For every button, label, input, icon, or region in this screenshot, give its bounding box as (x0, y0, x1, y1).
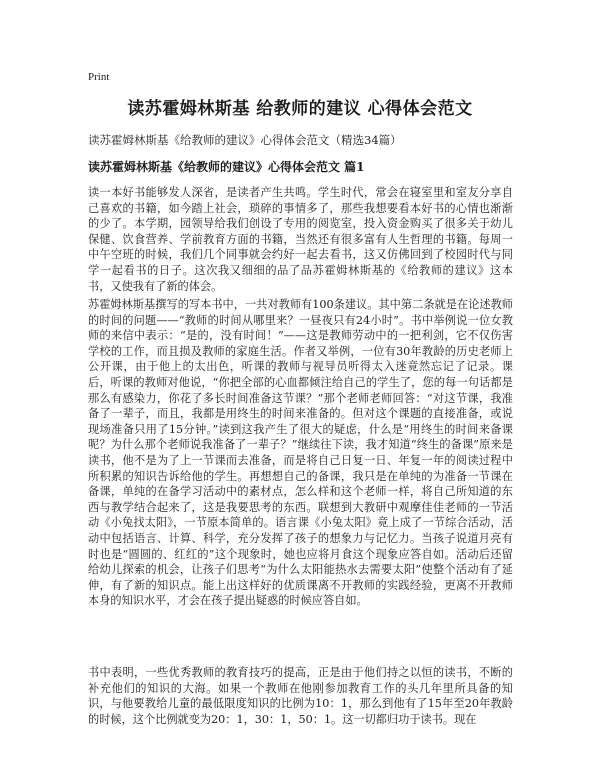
page-title: 读苏霍姆林斯基 给教师的建议 心得体会范文 (127, 99, 473, 119)
document-subtitle: 读苏霍姆林斯基《给教师的建议》心得体会范文（精选34篇） (88, 133, 402, 147)
print-label[interactable]: Print (88, 71, 110, 83)
section-heading: 读苏霍姆林斯基《给教师的建议》心得体会范文 篇1 (88, 160, 365, 174)
body-paragraph: 书中表明，一些优秀教师的教育技巧的提高，正是由于他们持之以恒的读书，不断的补充他们的知识的大海。如果一个教师在他刚参加教育工作的头几年里所具备的知识，与他要教给儿童的最低限度知识的比例为10：1，那么到他有了15年至20年教龄的时候，这个比例就变为20：1，30：1，50：1。这一切都归功于读书。现在 (88, 666, 513, 726)
body-paragraph: 苏霍姆林斯基撰写的写本书中，一共对教师有100条建议。其中第二条就是在论述教师的时间的问题——“教师的时间从哪里来？一昼夜只有24小时”。书中举例说一位女教师的来信中表示：“是的，没有时间！”——这是教师劳动中的一把利剑，它不仅伤害学校的工作，而且损及教师的家庭生活。作者又举例，一位有30年教龄的历史老师上公开课，由于他上的太出色，听课的教师与视导员听得太入迷竟然忘记了记录。课后，听课的教师对他说，“你把全部的心血都倾注给自己的学生了，您的每一句话都是那么有感染力，你花了多长时间准备这节课？”那个老师老师回答：“对这节课，我准备了一辈子，而且，我都是用终生的时间来准备的。但对这个课题的直接准备，或说现场准备只用了15分钟。”读到这我产生了很大的疑虑，什么是“用终生的时间来备课呢？为什么那个老师说我准备了一辈子？”继续往下读，我才知道“终生的备课”原来是读书，他不是为了上一节课而去准备，而是将自己日复一日、年复一年的阅读过程中所积累的知识告诉给他的学生。再想想自己的备课，我只是在单纯的为准备一节课在备课，单纯的在备学习活动中的素材点，怎么样和这个老师一样，将自己所知道的东西与教学结合起来了，这是我要思考的东西。联想到大教研中观摩佳佳老师的一节活动《小兔找太阳》，一节原本简单的。语言课《小兔太阳》竟上成了一节综合活动，活动中包括语言、计算、科学，充分发挥了孩子的想象力与记忆力。当孩子说道月亮有时也是“圆圆的、红红的”这个现象时，她也应将月食这个现象应答自如。活动后还留给幼儿探索的机会，让孩子们思考“为什么太阳能热水去需要太阳”使整个活动有了延伸，有了新的知识点。能上出这样好的优质课离不开教师的实践经验，更离不开教师本身的知识水平，才会在孩子提出疑惑的时候应答自如。 (88, 298, 513, 608)
body-paragraph: 读一本好书能够发人深省，是读者产生共鸣。学生时代，常会在寝室里和室友分享自己喜欢的书籍，如今踏上社会，琐碎的事情多了，那些我想要看本好书的心情也渐渐的少了。本学期，园领导给我们创设了专用的阅览室，投入资金购买了很多关于幼儿保健、饮食营养、学前教育方面的书籍，当然还有很多富有人生哲理的书籍。每周一中午空班的时候，我们几个同事就会约好一起去看书，这又仿佛回到了校园时代与同学一起看书的日子。这次我又细细的品了品苏霍姆林斯基的《给教师的建议》这本书，又使我有了新的体会。 (88, 186, 513, 293)
